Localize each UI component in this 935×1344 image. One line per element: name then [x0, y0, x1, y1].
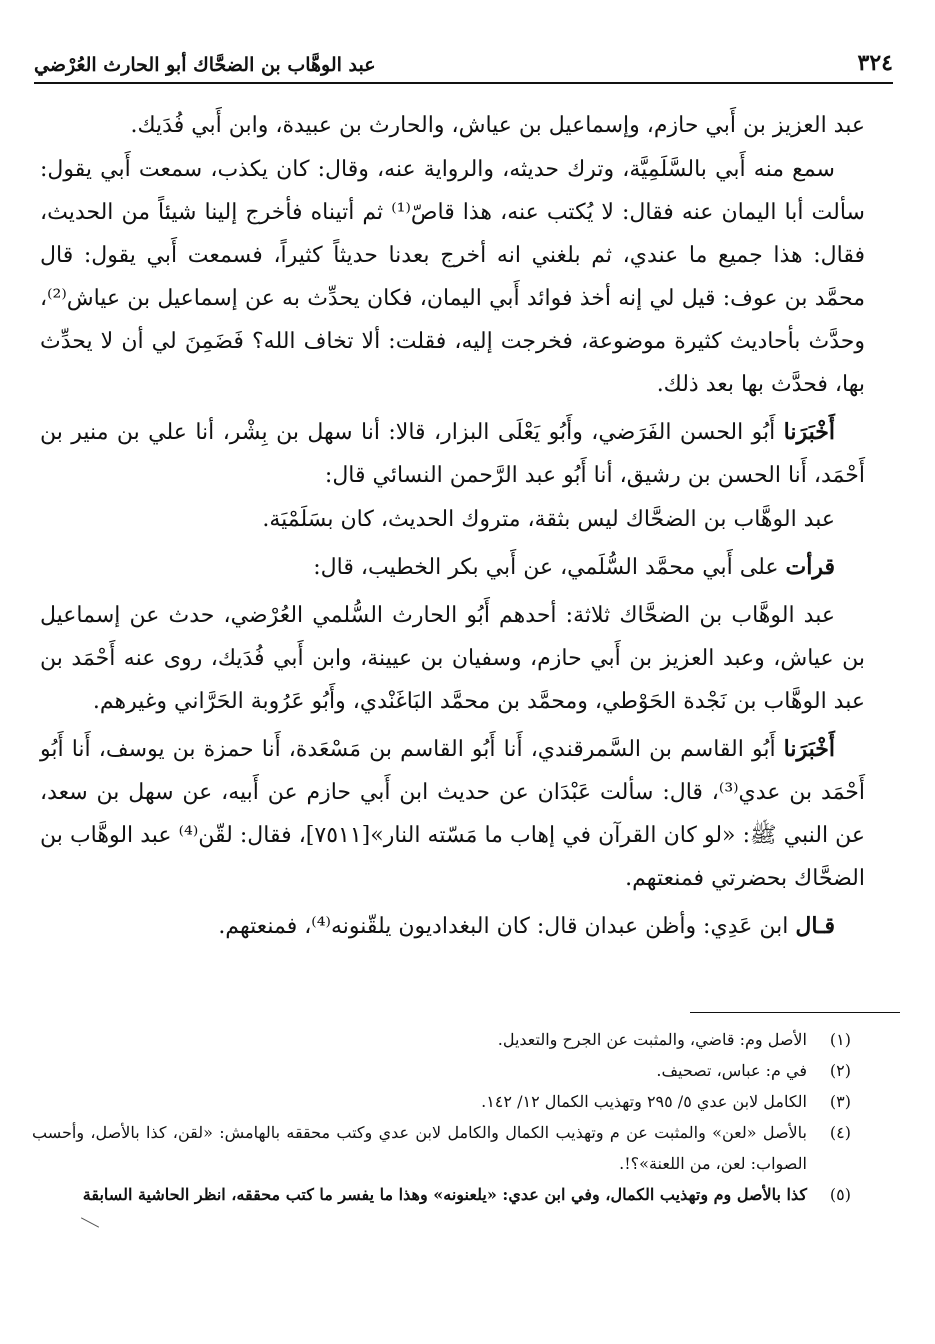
paragraph-lead: أَخْبَرَنا — [783, 419, 835, 445]
footnote-number: (٥) — [829, 1185, 851, 1204]
footnote-number: (٤) — [829, 1123, 851, 1142]
paragraph-lead: قـال — [795, 913, 835, 939]
footnote-number: (٢) — [829, 1061, 851, 1080]
paragraph — [40, 104, 865, 147]
paragraph — [40, 905, 865, 948]
paragraph-text: عبد الوهَّاب بن الضحَّاك ثلاثة: أحدهم أَبُو الحارث السُّلمي العُرْضي، حدث عن إسماعيل بن عياش، وعبد العزيز بن أَبي حازم، وسفيان بن عيينة، وابن أَبي فُدَيك، روى عنه أَحْمَد بن عبد الوهَّاب بن نَجْدة الحَوْطي، ومحمَّد بن محمَّد البَاغَنْدي، وأَبُو عَرُوبة الحَرَّاني وغيرهم. — [40, 603, 865, 714]
footnote-text: كذا بالأصل وم وتهذيب الكمال، وفي ابن عدي: «يلعنونه» وهذا ما يفسر ما كتب محققه، انظر الحاشية السابقة — [82, 1185, 807, 1204]
footnote-text: الكامل لابن عدي ٥/ ٢٩٥ وتهذيب الكمال ١٢/ ١٤٢. — [481, 1092, 807, 1111]
footnote — [32, 1179, 851, 1210]
paragraph-text: عبد الوهَّاب بن الضحَّاك ليس بثقة، متروك الحديث، كان بسَلَمْيَة. — [262, 507, 835, 532]
scan-mark — [81, 1217, 99, 1227]
paragraph-lead: أَخْبَرَنا — [783, 736, 835, 762]
page-header — [34, 40, 893, 84]
paragraph-text: عبد العزيز بن أَبي حازم، وإسماعيل بن عياش، والحارث بن عبيدة، وابن أَبي فُدَيك. — [130, 113, 865, 138]
running-title: عبد الوهَّاب بن الضحَّاك أبو الحارث العُرْضي — [34, 54, 376, 76]
paragraph-text: ابن عَدِي: وأظن عبدان قال: كان البغداديون يلقّنونه⁽⁴⁾، فمنعتهم. — [218, 914, 796, 939]
main-text — [40, 104, 865, 949]
page-number: ٣٢٤ — [857, 50, 893, 76]
paragraph — [40, 546, 865, 589]
paragraph — [40, 411, 865, 497]
footnote-text: بالأصل «لعن» والمثبت عن م وتهذيب الكمال والكامل لابن عدي وكتب محققه بالهامش: «لقن، كذا بالأصل، وأحسب الصواب: لعن، من اللعنة»؟!. — [32, 1123, 807, 1173]
footnote-number: (١) — [829, 1030, 851, 1049]
paragraph-lead: قرأت — [785, 554, 835, 580]
footnote-number: (٣) — [829, 1092, 851, 1111]
paragraph — [40, 594, 865, 723]
paragraph-text: أَبُو الحسن الفَرَضي، وأَبُو يَعْلَى البزار، قالا: أنا سهل بن بِشْر، أنا علي بن منير بن أَحْمَد، أَنا الحسن بن رشيق، أنا أَبُو عبد الرَّحمن النسائي قال: — [40, 420, 865, 488]
footnote-text: في م: عباس، تصحيف. — [656, 1061, 807, 1080]
footnote-text: الأصل وم: قاضي، والمثبت عن الجرح والتعديل. — [497, 1030, 807, 1049]
footnote — [32, 1055, 851, 1086]
paragraph-text: سمع منه أَبي بالسَّلَمِيَّة، وترك حديثه، والرواية عنه، وقال: كان يكذب، سمعت أَبي يقول: سألت أبا اليمان عنه فقال: لا يُكتب عنه، هذا قاصّ⁽¹⁾ ثم أتيناه فأخرج إلينا شيئاً من الحديث، فقال: هذا جميع ما عندي، ثم بلغني انه أخرج بعدنا حديثاً كثيراً، فسمعت أَبي يقول: قال محمَّد بن عوف: قيل لي إنه أخذ فوائد أَبي اليمان، فكان يحدِّث به عن إسماعيل بن عياش⁽²⁾، وحدَّث بأحاديث كثيرة موضوعة، فخرجت إليه، فقلت: ألا تخاف الله؟ فَضَمِنَ لي أن لا يحدِّث بها، فحدَّث بها بعد ذلك. — [40, 157, 865, 397]
paragraph — [40, 148, 865, 406]
paragraph-text: على أَبي محمَّد السُّلَمي، عن أَبي بكر الخطيب، قال: — [313, 555, 786, 580]
footnote — [32, 1086, 851, 1117]
paragraph — [40, 498, 865, 541]
footnote — [32, 1024, 851, 1055]
footnote-separator — [690, 1012, 900, 1013]
paragraph-text: أَبُو القاسم بن السَّمرقندي، أَنا أَبُو القاسم بن مَسْعَدة، أَنا حمزة بن يوسف، أَنا أَبُو أَحْمَد بن عدي⁽³⁾، قال: سألت عَبْدَان عن حديث ابن أَبي حازم عن أَبيه، عن سهل بن سعد، عن النبي ﷺ: «لو كان القرآن في إهاب ما مَسّته النار»[٧٥١١]، فقال: لقّن⁽⁴⁾ عبد الوهَّاب بن الضحَّاك بحضرتي فمنعتهم. — [40, 737, 866, 891]
footnotes — [32, 1024, 851, 1210]
footnote — [32, 1117, 851, 1179]
paragraph — [40, 728, 865, 900]
